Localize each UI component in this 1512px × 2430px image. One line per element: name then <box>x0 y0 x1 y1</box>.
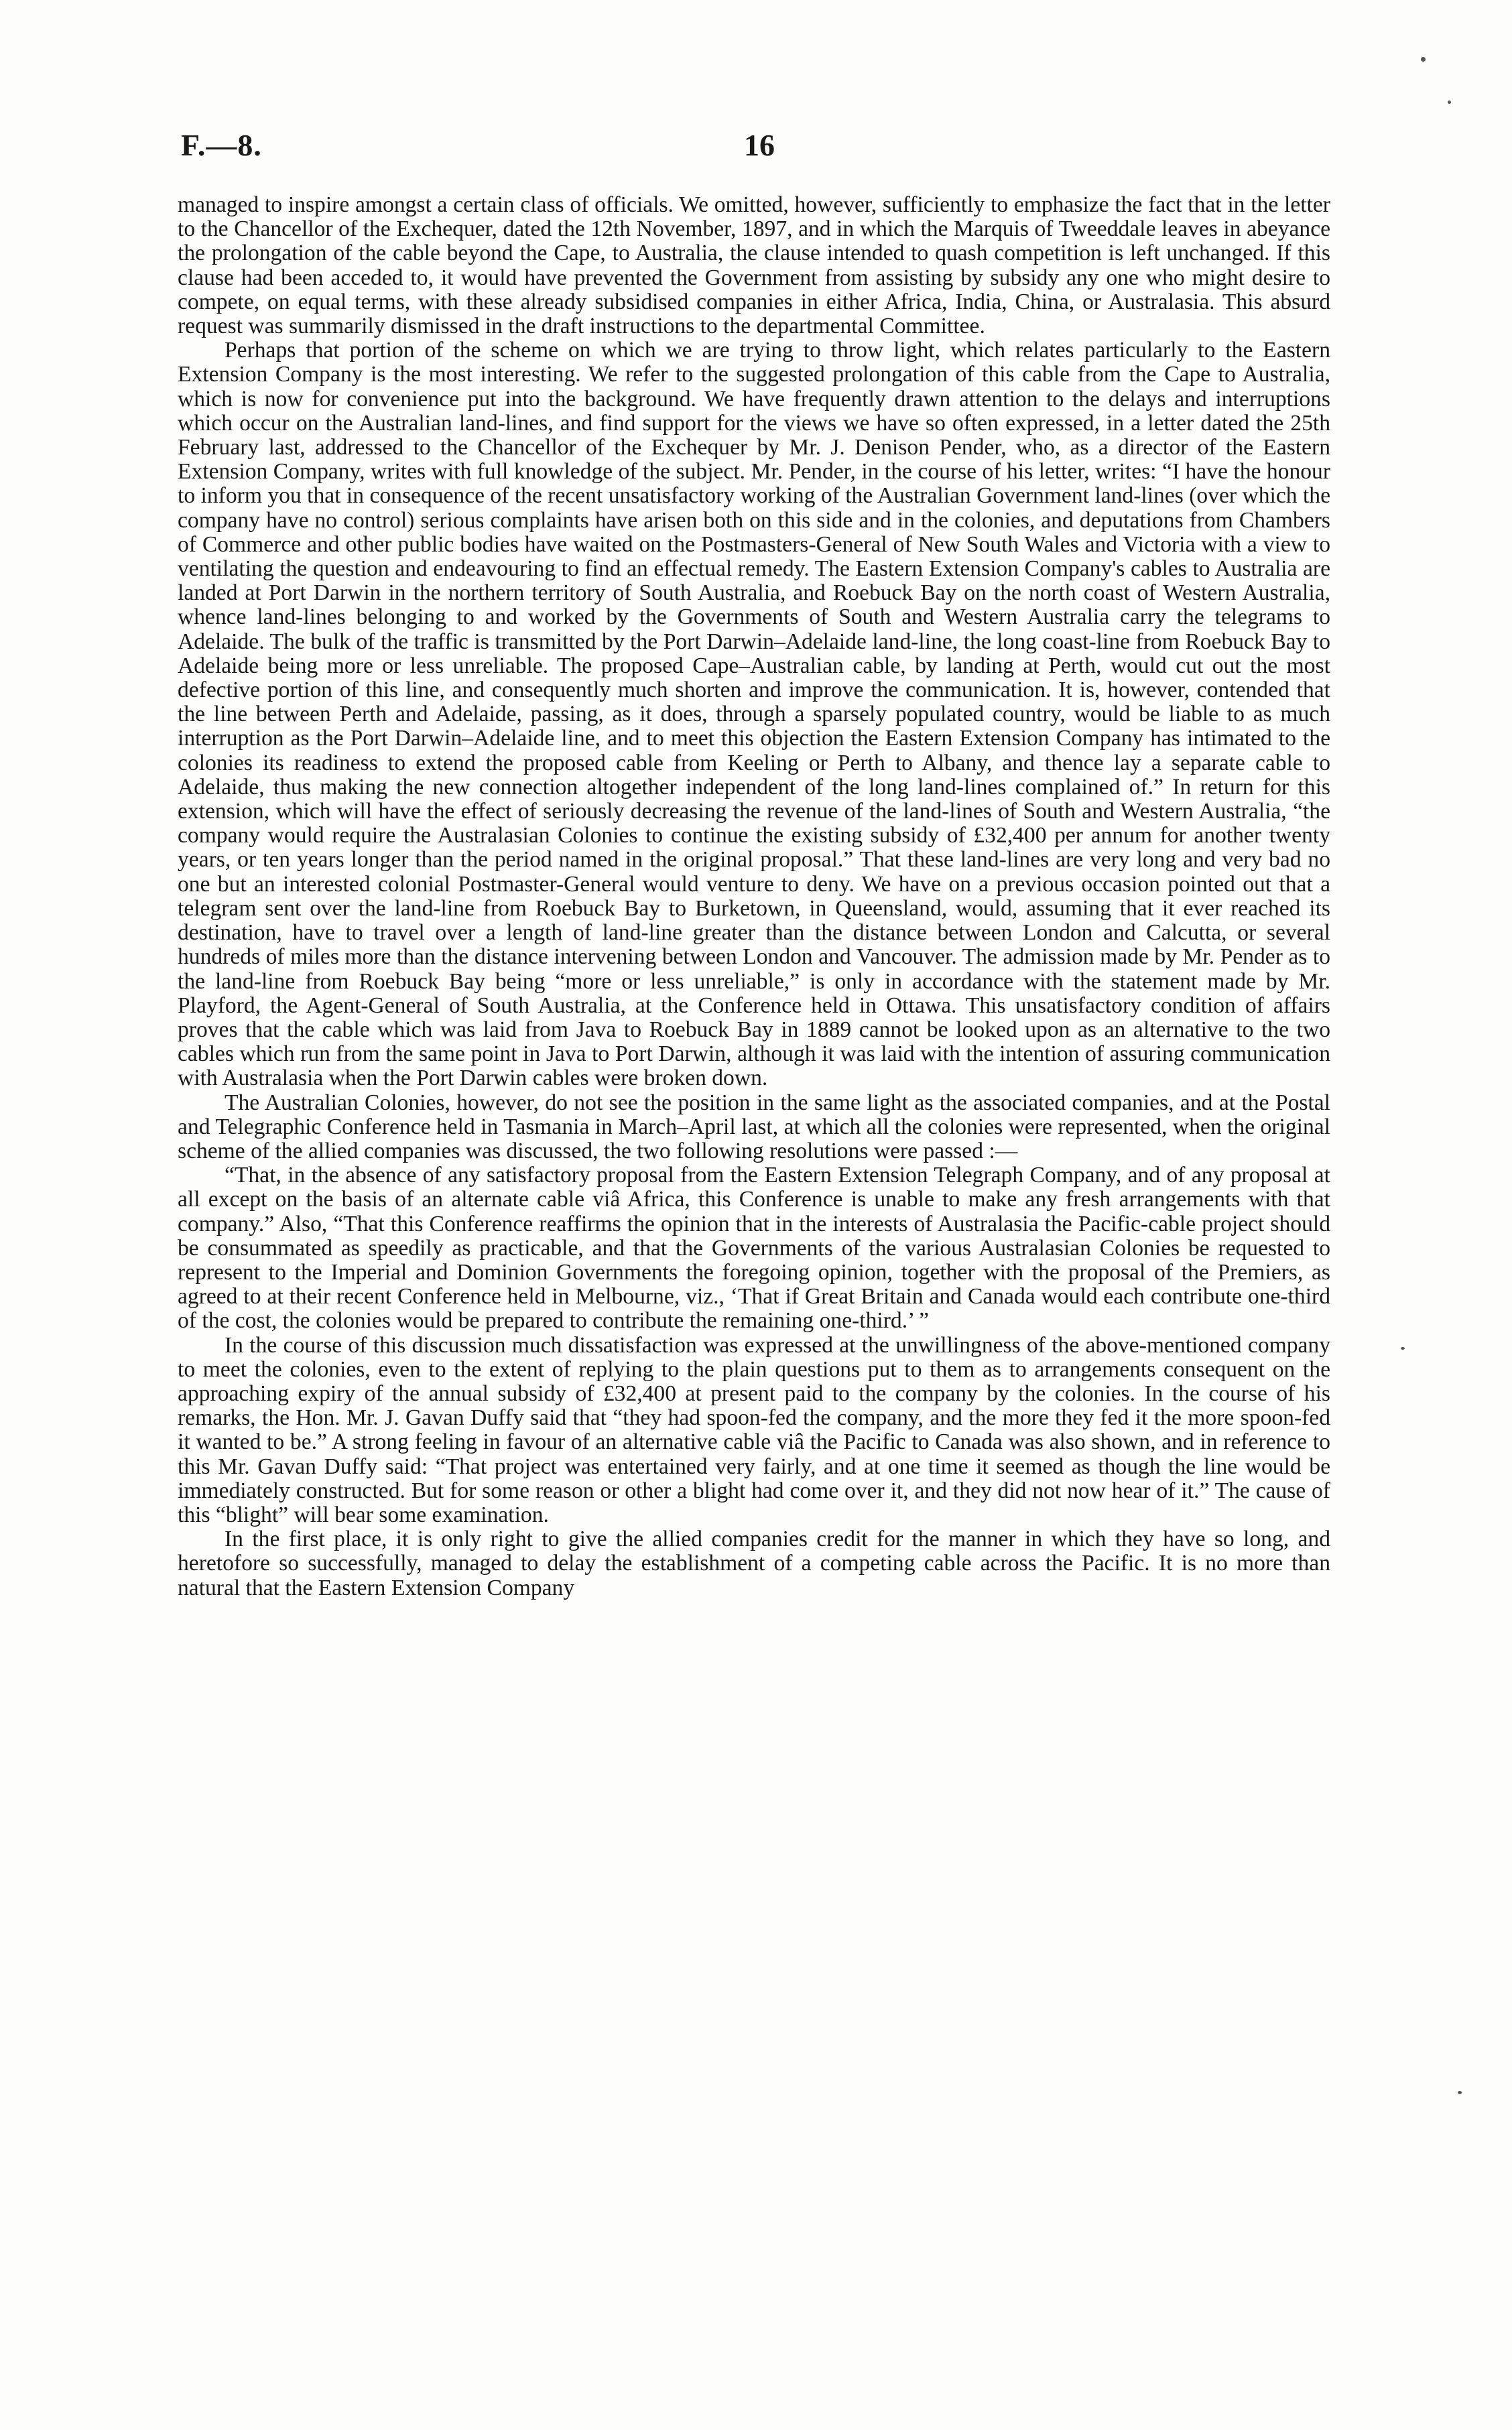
paragraph: managed to inspire amongst a certain class of officials. We omitted, however, sufficiently to emphasize the fact that in the letter to the Chancellor of the Exchequer, dated the 12th November, 1897, and in which the Marquis of Tweeddale leaves in abeyance the prolongation of the cable beyond the Cape, to Australia, the clause intended to quash competition is left unchanged. If this clause had been acceded to, it would have prevented the Government from assisting by subsidy any one who might desire to compete, on equal terms, with these already subsidised companies in either Africa, India, China, or Australasia. This absurd request was summarily dismissed in the draft instructions to the departmental Committee. <box>178 192 1330 339</box>
page-header <box>181 127 1334 168</box>
paragraph: “That, in the absence of any satisfactory proposal from the Eastern Extension Telegraph Company, and of any proposal at all except on the basis of an alternate cable viâ Africa, this Conference is unable to make any fresh arrangements with that company.” Also, “That this Conference reaffirms the opinion that in the interests of Australasia the Pacific-cable project should be consummated as speedily as practicable, and that the Governments of the various Australasian Colonies be requested to represent to the Imperial and Dominion Governments the foregoing opinion, together with the proposal of the Premiers, as agreed to at their recent Conference held in Melbourne, viz., ‘That if Great Britain and Canada would each contribute one-third of the cost, the colonies would be prepared to contribute the remaining one-third.’ ” <box>178 1163 1330 1334</box>
page-number: 16 <box>744 128 775 162</box>
paragraph: In the first place, it is only right to give the allied companies credit for the manner in which they have so long, and heretofore so successfully, managed to delay the establishment of a competing cable across the Pacific. It is no more than natural that the Eastern Extension Company <box>178 1527 1330 1600</box>
ink-speck <box>1448 101 1451 104</box>
ink-speck <box>1421 57 1426 62</box>
document-reference: F.—8. <box>181 128 262 162</box>
ink-speck <box>1458 2091 1462 2094</box>
paragraph: In the course of this discussion much dissatisfaction was expressed at the unwillingness of the above-mentioned company to meet the colonies, even to the extent of replying to the plain questions put to them as to arrangements consequent on the approaching expiry of the annual subsidy of £32,400 at present paid to the company by the colonies. In the course of his remarks, the Hon. Mr. J. Gavan Duffy said that “they had spoon-fed the company, and the more they fed it the more spoon-fed it wanted to be.” A strong feeling in favour of an alternative cable viâ the Pacific to Canada was also shown, and in reference to this Mr. Gavan Duffy said: “That project was entertained very fairly, and at one time it seemed as though the line would be immediately constructed. But for some reason or other a blight had come over it, and they did not now hear of it.” The cause of this “blight” will bear some examination. <box>178 1332 1330 1527</box>
paragraph: The Australian Colonies, however, do not see the position in the same light as the associated companies, and at the Postal and Telegraphic Conference held in Tasmania in March–April last, at which all the colonies were represented, when the original scheme of the allied companies was discussed, the two following resolutions were passed :— <box>178 1090 1330 1163</box>
body-text <box>178 193 1330 1600</box>
ink-speck <box>1401 1347 1405 1350</box>
paragraph: Perhaps that portion of the scheme on which we are trying to throw light, which relates particularly to the Eastern Extension Company is the most interesting. We refer to the suggested prolongation of this cable from the Cape to Australia, which is now for convenience put into the background. We have frequently drawn attention to the delays and interruptions which occur on the Australian land-lines, and find support for the views we have so often expressed, in a letter dated the 25th February last, addressed to the Chancellor of the Exchequer by Mr. J. Denison Pender, who, as a director of the Eastern Extension Company, writes with full knowledge of the subject. Mr. Pender, in the course of his letter, writes: “I have the honour to inform you that in consequence of the recent unsatisfactory working of the Australian Government land-lines (over which the company have no control) serious complaints have arisen both on this side and in the colonies, and deputations from Chambers of Commerce and other public bodies have waited on the Postmasters-General of New South Wales and Victoria with a view to ventilating the question and endeavouring to find an effectual remedy. The Eastern Extension Company's cables to Australia are landed at Port Darwin in the northern territory of South Australia, and Roebuck Bay on the north coast of Western Australia, whence land-lines belonging to and worked by the Governments of South and Western Australia carry the telegrams to Adelaide. The bulk of the traffic is transmitted by the Port Darwin–Adelaide land-line, the long coast-line from Roebuck Bay to Adelaide being more or less unreliable. The proposed Cape–Australian cable, by landing at Perth, would cut out the most defective portion of this line, and consequently much shorten and improve the communication. It is, however, contended that the line between Perth and Adelaide, passing, as it does, through a sparsely populated country, would be liable to as much interruption as the Port Darwin–Adelaide line, and to meet this objection the Eastern Extension Company has intimated to the colonies its readiness to extend the proposed cable from Keeling or Perth to Albany, and thence lay a separate cable to Adelaide, thus making the new connection altogether independent of the long land-lines complained of.” In return for this extension, which will have the effect of seriously decreasing the revenue of the land-lines of South and Western Australia, “the company would require the Australasian Colonies to continue the existing subsidy of £32,400 per annum for another twenty years, or ten years longer than the period named in the original proposal.” That these land-lines are very long and very bad no one but an interested colonial Postmaster-General would venture to deny. We have on a previous occasion pointed out that a telegram sent over the land-line from Roebuck Bay to Burketown, in Queensland, would, assuming that it ever reached its destination, have to travel over a length of land-line greater than the distance between London and Calcutta, or several hundreds of miles more than the distance intervening between London and Vancouver. The admission made by Mr. Pender as to the land-line from Roebuck Bay being “more or less unreliable,” is only in accordance with the statement made by Mr. Playford, the Agent-General of South Australia, at the Conference held in Ottawa. This unsatisfactory condition of affairs proves that the cable which was laid from Java to Roebuck Bay in 1889 cannot be looked upon as an alternative to the two cables which run from the same point in Java to Port Darwin, although it was laid with the intention of assuring communication with Australasia when the Port Darwin cables were broken down. <box>178 338 1330 1091</box>
